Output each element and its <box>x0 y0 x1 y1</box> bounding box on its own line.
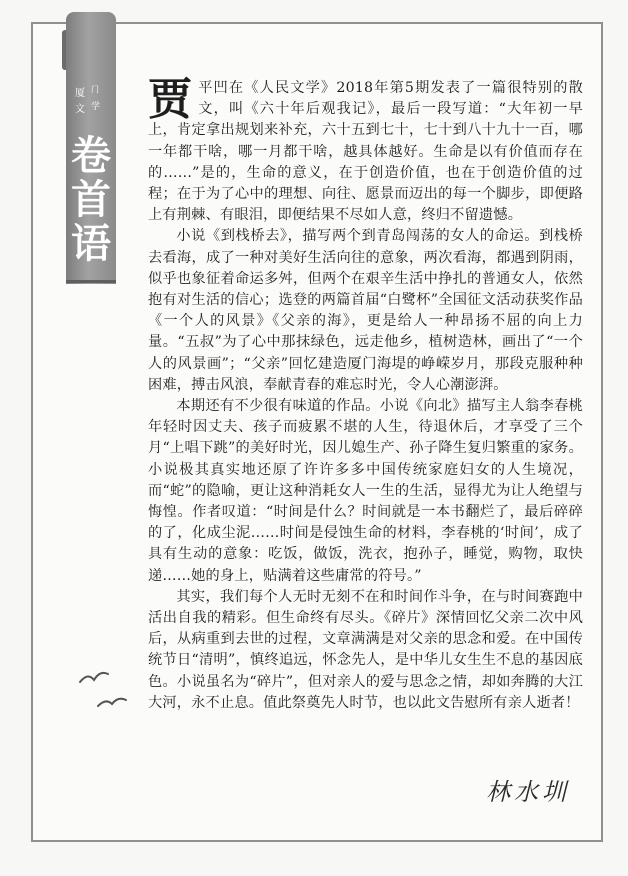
paragraph-1-text: 平凹在《人民文学》2018年第5期发表了一篇很特别的散文，叫《六十年后观我记》，最后一段写道：“大年初一早上，肯定拿出规划来补充，六十五到七十，七十到八十九十一百，哪一年都干啥，哪一月都干啥，越具体越好。生命是以有价值而存在的……”是的，生命的意义，在于创造价值，也在于创造价值的过程；在于为了心中的理想、向往、愿景而迈出的每一个脚步，即便路上有荆棘、有眼泪，即便结果不尽如人意，终归不留遗憾。 <box>148 80 583 224</box>
title-char: 语 <box>71 221 111 267</box>
logo-char: 学 <box>91 102 101 112</box>
paragraph-1 <box>148 74 583 226</box>
paragraph-2: 小说《到栈桥去》，描写两个到青岛闯荡的女人的命运。到栈桥去看海，成了一种对美好生活向往的意象，两次看海，都遇到阴雨，似乎也象征着命运多舛，但两个在艰辛生活中挣扎的普通女人，依然抱有对生活的信心；选登的两篇首届“白鹭杯”全国征文活动获奖作品《一个人的风景》《父亲的海》，更是给人一种昂扬不屈的向上力量。“五叔”为了心中那抹绿色，远走他乡，植树造林，画出了“一个人的风景画”；“父亲”回忆建造厦门海堤的峥嵘岁月，那段克服种种困难，搏击风浪，奉献青春的难忘时光，令人心潮澎湃。 <box>148 228 583 393</box>
bird-icon <box>98 699 126 706</box>
logo-char: 厦 <box>75 88 85 99</box>
ribbon-rule <box>66 280 116 283</box>
bird-icon <box>80 673 108 682</box>
paragraph-3: 本期还有不少很有味道的作品。小说《向北》描写主人翁李春桃年轻时因丈夫、孩子而疲累不堪的人生，待退休后，才享受了三个月“上唱下跳”的美好时光，因儿媳生产、孙子降生复归繁重的家务。小说极其真实地还原了许许多多中国传统家庭妇女的人生境况，而“蛇”的隐喻，更让这种消耗女人一生的生活，显得尤为让人绝望与悔惶。作者叹道：“时间是什么？时间就是一本书翻烂了，最后碎碎的了，化成尘泥……时间是侵蚀生命的材料，李春桃的‘时间’，成了具有生动的意象：吃饭，做饭，洗衣，抱孙子，睡觉，购物，取快递……她的身上，贴满着这些庸常的符号。” <box>148 398 583 584</box>
xiamen-literature-logo <box>73 84 109 122</box>
article-body <box>148 74 583 714</box>
author-signature: 林水圳 <box>486 778 570 806</box>
paragraph-4: 其实，我们每个人无时无刻不在和时间作斗争，在与时间赛跑中活出自我的精彩。但生命终有尽头。《碎片》深情回忆父亲二次中风后，从病重到去世的过程，文章满满是对父亲的思念和爱。在中国传统节日“清明”，慎终追远，怀念先人，是中华儿女生生不息的基因底色。小说虽名为“碎片”，但对亲人的爱与思念之情，却如奔腾的大江大河，永不止息。值此祭奠先人时节，也以此文告慰所有亲人逝者！ <box>148 588 583 711</box>
logo-char: 门 <box>91 85 99 94</box>
logo-char: 文 <box>75 104 85 115</box>
title-char: 卷 <box>71 133 111 179</box>
column-title <box>69 134 113 266</box>
title-char: 首 <box>71 177 111 223</box>
birds-illustration <box>78 664 138 724</box>
drop-cap: 贾 <box>148 74 193 125</box>
